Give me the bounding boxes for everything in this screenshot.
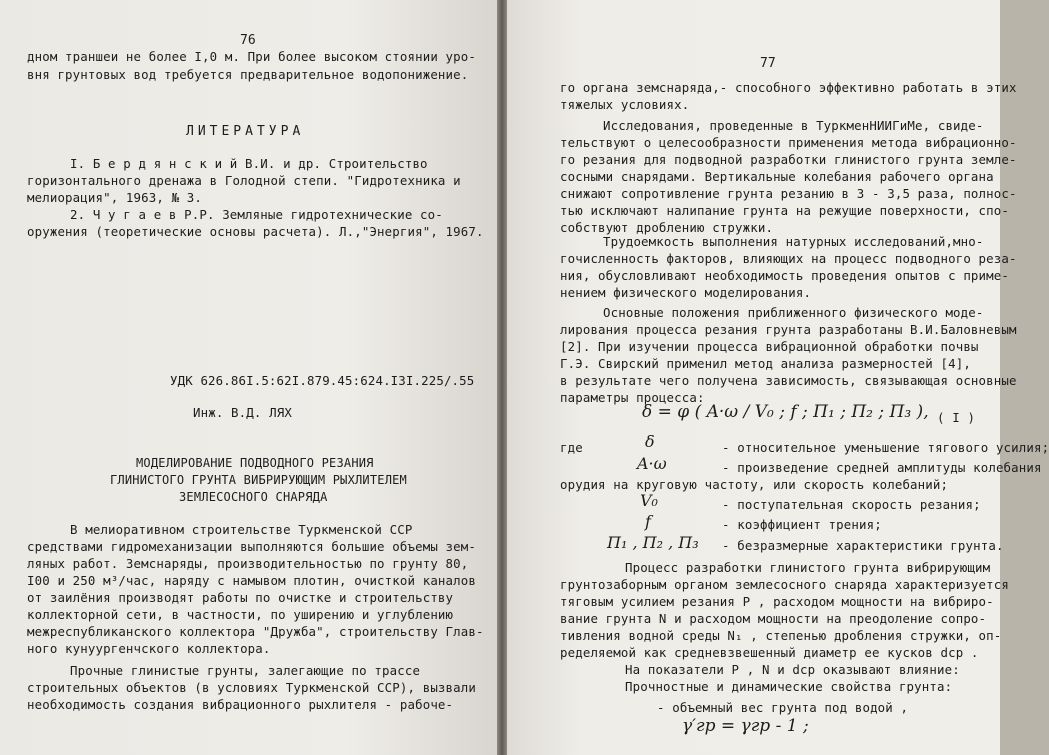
text-line: го резания для подводной разработки глинистого грунта земле- [560, 152, 1017, 167]
text-line: Процесс разработки глинистого грунта вибрирующим [625, 560, 991, 575]
text-line: дном траншеи не более I,0 м. При более высоком стоянии уро- [27, 49, 476, 64]
text-line: нением физического моделирования. [560, 285, 812, 300]
symbol-a-omega: A·ω [637, 454, 667, 473]
equation-number: ( I ) [937, 410, 976, 425]
text-line: тяговым усилием резания P , расходом мощности на вибриро- [560, 594, 994, 609]
text-line: параметры процесса: [560, 390, 705, 405]
text-line: [2]. При изучении процесса вибрационной обработки почвы [560, 339, 979, 354]
main-formula: δ = φ ( A·ω / V₀ ; f ; Π₁ ; Π₂ ; Π₃ ), [642, 402, 929, 422]
text-line: тельствуют о целесообразности применения метода вибрационно- [560, 135, 1017, 150]
text-line: го органа земснаряда,- способного эффективно работать в этих [560, 80, 1017, 95]
body-line: средствами гидромеханизации выполняются большие объемы зем- [27, 539, 476, 554]
density-formula: γ′гр = γгр - 1 ; [682, 716, 809, 736]
author-line: Инж. В.Д. ЛЯХ [193, 405, 292, 420]
definition-lead: где [560, 440, 583, 455]
definition-text: - коэффициент трения; [722, 517, 882, 532]
text-line: снижают сопротивление грунта резанию в 3 - 3,5 раза, полнос- [560, 186, 1017, 201]
body-line: межреспубликанского коллектора "Дружба", строительству Глав- [27, 624, 484, 639]
text-line: Трудоемкость выполнения натурных исследований,мно- [603, 234, 984, 249]
body-line: Прочные глинистые грунты, залегающие по трассе [70, 663, 421, 678]
text-line: сосными снарядами. Вертикальные колебания рабочего органа [560, 169, 994, 184]
body-line: коллекторной сети, в частности, по уширению и углублению [27, 607, 454, 622]
reference-line: I. Б е р д я н с к и й В.И. и др. Строительство [70, 156, 428, 171]
body-line: строительных объектов (в условиях Туркменской ССР), вызвали [27, 680, 476, 695]
definition-text: - произведение средней амплитуды колебания [722, 460, 1042, 475]
body-line: I00 и 250 м³/час, наряду с намывом плотин, очисткой каналов [27, 573, 476, 588]
symbol-v0: V₀ [640, 491, 658, 510]
literature-heading: ЛИТЕРАТУРА [186, 124, 305, 139]
text-line: На показатели P , N и dср оказывают влияние: [625, 662, 960, 677]
text-line: Основные положения приближенного физического моде- [603, 305, 984, 320]
text-line: ределяемой как средневзвешенный диаметр ее кусков dср . [560, 645, 979, 660]
text-line: тяжелых условиях. [560, 97, 690, 112]
body-line: от заилёния производят работы по очистке и строительству [27, 590, 454, 605]
text-line: собствуют дроблению стружки. [560, 220, 774, 235]
text-line: тью исключают налипание грунта на режущие поверхности, спо- [560, 203, 1009, 218]
text-line: Г.Э. Свирский применил метод анализа размерностей [4], [560, 356, 971, 371]
udk-code: УДК 626.86I.5:62I.879.45:624.I3I.225/.55 [170, 373, 475, 388]
body-line: В мелиоративном строительстве Туркменской ССР [70, 522, 413, 537]
left-page [0, 0, 497, 755]
definition-text: - поступательная скорость резания; [722, 497, 981, 512]
text-line: лирования процесса резания грунта разработаны В.И.Баловневым [560, 322, 1017, 337]
reference-line: горизонтального дренажа в Голодной степи. "Гидротехника и [27, 173, 461, 188]
text-line: - объемный вес грунта под водой , [657, 700, 909, 715]
text-line: ния, обусловливают необходимость проведения опытов с приме- [560, 268, 1009, 283]
right-page [507, 0, 1049, 755]
text-line: Исследования, проведенные в ТуркменНИИГиМе, свиде- [603, 118, 984, 133]
symbol-f: f [645, 512, 651, 531]
definition-text: - безразмерные характеристики грунта. [722, 538, 1004, 553]
article-title-line: МОДЕЛИРОВАНИЕ ПОДВОДНОГО РЕЗАНИЯ [136, 456, 374, 470]
text-line: гочисленность факторов, влияющих на процесс подводного реза- [560, 251, 1017, 266]
text-line: вание грунта N и расходом мощности на преодоление сопро- [560, 611, 987, 626]
text-line: вня грунтовых вод требуется предварительное водопонижение. [27, 67, 469, 82]
text-line: Прочностные и динамические свойства грунта: [625, 679, 953, 694]
definition-text: - относительное уменьшение тягового усилия; [722, 440, 1049, 455]
symbol-pi: Π₁ , Π₂ , Π₃ [607, 533, 699, 552]
text-line: грунтозаборным органом землесосного снаряда характеризуется [560, 577, 1009, 592]
definition-text: орудия на круговую частоту, или скорость колебаний; [560, 477, 949, 492]
reference-line: 2. Ч у г а е в Р.Р. Земляные гидротехнические со- [70, 207, 443, 222]
symbol-delta: δ [645, 432, 655, 451]
page-number-left: 76 [240, 33, 256, 48]
text-line: тивления водной среды N₁ , степенью дробления стружки, оп- [560, 628, 1002, 643]
body-line: необходимость создания вибрационного рыхлителя - рабоче- [27, 697, 454, 712]
book-gutter [497, 0, 507, 755]
article-title-line: ЗЕМЛЕСОСНОГО СНАРЯДА [179, 490, 328, 504]
body-line: ного кунуургенчского коллектора. [27, 641, 271, 656]
reference-line: мелиорация", 1963, № 3. [27, 190, 203, 205]
body-line: ляных работ. Земснаряды, производительностью по грунту 80, [27, 556, 469, 571]
page-number-right: 77 [760, 56, 776, 71]
text-line: в результате чего получена зависимость, связывающая основные [560, 373, 1017, 388]
article-title-line: ГЛИНИСТОГО ГРУНТА ВИБРИРУЮЩИМ РЫХЛИТЕЛЕМ [110, 473, 407, 487]
reference-line: оружения (теоретические основы расчета). Л.,"Энергия", 1967. [27, 224, 484, 239]
